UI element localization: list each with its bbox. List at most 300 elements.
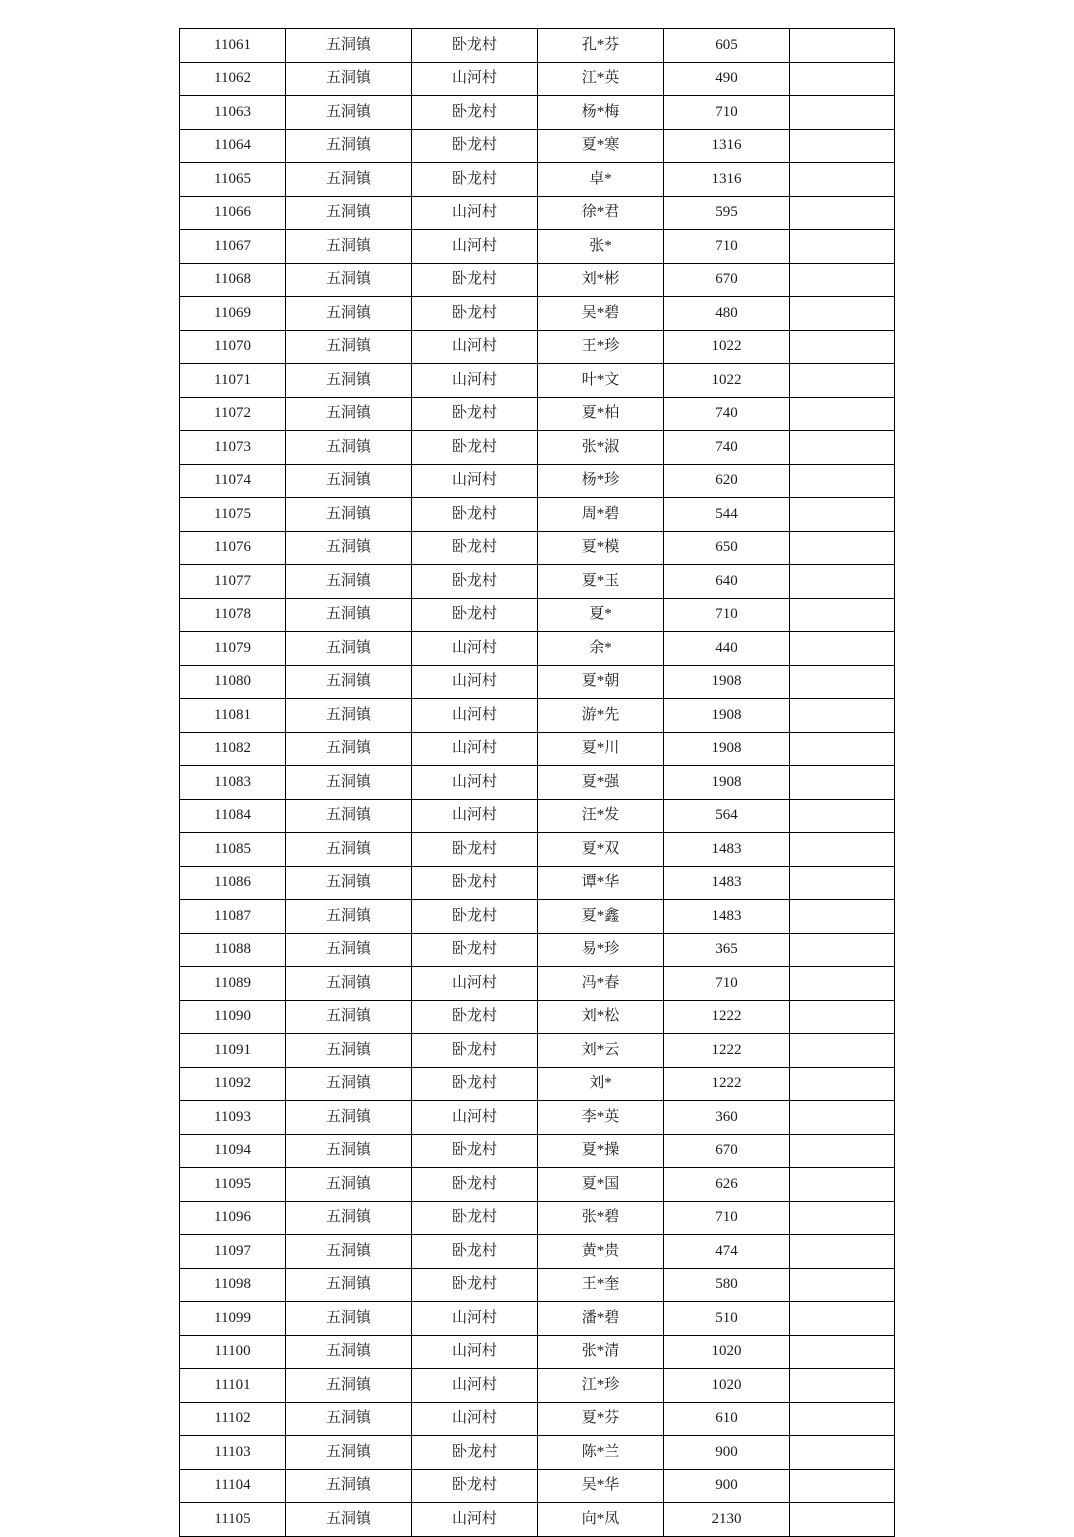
cell-remark: [790, 1134, 895, 1168]
cell-amount: 1022: [664, 330, 790, 364]
cell-serial-number: 11061: [180, 29, 286, 63]
cell-village: 卧龙村: [412, 598, 538, 632]
cell-village: 卧龙村: [412, 1000, 538, 1034]
table-row: [180, 766, 895, 800]
cell-serial-number: 11066: [180, 196, 286, 230]
cell-remark: [790, 866, 895, 900]
cell-serial-number: 11100: [180, 1335, 286, 1369]
cell-remark: [790, 632, 895, 666]
cell-amount: 710: [664, 598, 790, 632]
table-row: [180, 1469, 895, 1503]
cell-village: 山河村: [412, 1503, 538, 1537]
cell-serial-number: 11079: [180, 632, 286, 666]
cell-village: 卧龙村: [412, 397, 538, 431]
cell-remark: [790, 62, 895, 96]
cell-person-name: 叶*文: [538, 364, 664, 398]
cell-person-name: 张*淑: [538, 431, 664, 465]
cell-amount: 564: [664, 799, 790, 833]
cell-remark: [790, 1034, 895, 1068]
cell-town: 五洞镇: [286, 297, 412, 331]
table-row: [180, 900, 895, 934]
cell-person-name: 张*碧: [538, 1201, 664, 1235]
cell-remark: [790, 598, 895, 632]
cell-person-name: 夏*操: [538, 1134, 664, 1168]
table-row: [180, 1369, 895, 1403]
cell-remark: [790, 1201, 895, 1235]
cell-remark: [790, 699, 895, 733]
cell-town: 五洞镇: [286, 565, 412, 599]
cell-amount: 670: [664, 1134, 790, 1168]
cell-town: 五洞镇: [286, 62, 412, 96]
cell-amount: 670: [664, 263, 790, 297]
cell-amount: 710: [664, 96, 790, 130]
cell-amount: 1483: [664, 833, 790, 867]
cell-village: 山河村: [412, 464, 538, 498]
cell-serial-number: 11089: [180, 967, 286, 1001]
table-row: [180, 1000, 895, 1034]
cell-amount: 1908: [664, 665, 790, 699]
cell-serial-number: 11090: [180, 1000, 286, 1034]
cell-person-name: 吴*碧: [538, 297, 664, 331]
cell-serial-number: 11074: [180, 464, 286, 498]
cell-amount: 480: [664, 297, 790, 331]
cell-person-name: 夏*模: [538, 531, 664, 565]
cell-remark: [790, 464, 895, 498]
table-row: [180, 498, 895, 532]
cell-town: 五洞镇: [286, 196, 412, 230]
cell-town: 五洞镇: [286, 1000, 412, 1034]
cell-village: 卧龙村: [412, 866, 538, 900]
cell-amount: 1022: [664, 364, 790, 398]
cell-remark: [790, 129, 895, 163]
cell-town: 五洞镇: [286, 1302, 412, 1336]
cell-town: 五洞镇: [286, 1034, 412, 1068]
cell-town: 五洞镇: [286, 1503, 412, 1537]
cell-person-name: 汪*发: [538, 799, 664, 833]
cell-amount: 1020: [664, 1369, 790, 1403]
cell-amount: 610: [664, 1402, 790, 1436]
cell-remark: [790, 1101, 895, 1135]
cell-person-name: 夏*国: [538, 1168, 664, 1202]
cell-town: 五洞镇: [286, 1369, 412, 1403]
cell-person-name: 刘*松: [538, 1000, 664, 1034]
cell-remark: [790, 230, 895, 264]
cell-village: 卧龙村: [412, 1034, 538, 1068]
cell-person-name: 江*英: [538, 62, 664, 96]
cell-person-name: 刘*彬: [538, 263, 664, 297]
cell-village: 卧龙村: [412, 833, 538, 867]
cell-serial-number: 11088: [180, 933, 286, 967]
cell-amount: 1222: [664, 1000, 790, 1034]
table-row: [180, 397, 895, 431]
table-row: [180, 531, 895, 565]
table-row: [180, 1335, 895, 1369]
cell-remark: [790, 531, 895, 565]
cell-town: 五洞镇: [286, 1235, 412, 1269]
cell-remark: [790, 1335, 895, 1369]
cell-village: 卧龙村: [412, 1067, 538, 1101]
cell-town: 五洞镇: [286, 29, 412, 63]
cell-serial-number: 11092: [180, 1067, 286, 1101]
cell-remark: [790, 163, 895, 197]
cell-serial-number: 11068: [180, 263, 286, 297]
cell-serial-number: 11103: [180, 1436, 286, 1470]
cell-village: 卧龙村: [412, 96, 538, 130]
cell-remark: [790, 833, 895, 867]
cell-remark: [790, 297, 895, 331]
cell-person-name: 向*凤: [538, 1503, 664, 1537]
cell-amount: 626: [664, 1168, 790, 1202]
cell-remark: [790, 498, 895, 532]
cell-person-name: 卓*: [538, 163, 664, 197]
table-row: [180, 632, 895, 666]
cell-town: 五洞镇: [286, 933, 412, 967]
cell-serial-number: 11104: [180, 1469, 286, 1503]
cell-amount: 710: [664, 967, 790, 1001]
table-row: [180, 1201, 895, 1235]
cell-amount: 440: [664, 632, 790, 666]
cell-amount: 2130: [664, 1503, 790, 1537]
cell-village: 卧龙村: [412, 565, 538, 599]
cell-village: 山河村: [412, 632, 538, 666]
cell-village: 卧龙村: [412, 1201, 538, 1235]
cell-serial-number: 11099: [180, 1302, 286, 1336]
table-row: [180, 1168, 895, 1202]
cell-village: 卧龙村: [412, 1268, 538, 1302]
cell-town: 五洞镇: [286, 665, 412, 699]
cell-person-name: 李*英: [538, 1101, 664, 1135]
cell-person-name: 张*: [538, 230, 664, 264]
table-row: [180, 565, 895, 599]
cell-amount: 710: [664, 230, 790, 264]
cell-town: 五洞镇: [286, 531, 412, 565]
table-row: [180, 163, 895, 197]
cell-person-name: 孔*芬: [538, 29, 664, 63]
cell-person-name: 夏*川: [538, 732, 664, 766]
cell-village: 卧龙村: [412, 431, 538, 465]
data-table: [179, 28, 895, 1537]
cell-serial-number: 11083: [180, 766, 286, 800]
cell-town: 五洞镇: [286, 1436, 412, 1470]
cell-town: 五洞镇: [286, 1101, 412, 1135]
cell-person-name: 陈*兰: [538, 1436, 664, 1470]
table-row: [180, 967, 895, 1001]
cell-village: 山河村: [412, 1369, 538, 1403]
cell-amount: 510: [664, 1302, 790, 1336]
cell-serial-number: 11076: [180, 531, 286, 565]
cell-remark: [790, 196, 895, 230]
table-row: [180, 1134, 895, 1168]
cell-serial-number: 11085: [180, 833, 286, 867]
cell-serial-number: 11094: [180, 1134, 286, 1168]
cell-serial-number: 11096: [180, 1201, 286, 1235]
cell-village: 山河村: [412, 967, 538, 1001]
cell-amount: 1222: [664, 1067, 790, 1101]
cell-person-name: 杨*珍: [538, 464, 664, 498]
cell-village: 卧龙村: [412, 1235, 538, 1269]
cell-village: 山河村: [412, 230, 538, 264]
cell-remark: [790, 364, 895, 398]
cell-remark: [790, 1000, 895, 1034]
cell-remark: [790, 29, 895, 63]
cell-amount: 1222: [664, 1034, 790, 1068]
table-row: [180, 732, 895, 766]
cell-remark: [790, 565, 895, 599]
cell-remark: [790, 263, 895, 297]
cell-village: 山河村: [412, 1335, 538, 1369]
cell-town: 五洞镇: [286, 732, 412, 766]
cell-person-name: 吴*华: [538, 1469, 664, 1503]
cell-serial-number: 11063: [180, 96, 286, 130]
cell-village: 卧龙村: [412, 531, 538, 565]
cell-person-name: 夏*玉: [538, 565, 664, 599]
table-row: [180, 1503, 895, 1537]
table-row: [180, 1402, 895, 1436]
cell-remark: [790, 1235, 895, 1269]
cell-town: 五洞镇: [286, 699, 412, 733]
cell-person-name: 王*奎: [538, 1268, 664, 1302]
table-row: [180, 431, 895, 465]
cell-person-name: 余*: [538, 632, 664, 666]
table-row: [180, 1101, 895, 1135]
cell-village: 卧龙村: [412, 297, 538, 331]
cell-town: 五洞镇: [286, 230, 412, 264]
cell-serial-number: 11080: [180, 665, 286, 699]
table-row: [180, 129, 895, 163]
table-row: [180, 799, 895, 833]
cell-village: 卧龙村: [412, 498, 538, 532]
cell-amount: 474: [664, 1235, 790, 1269]
cell-amount: 365: [664, 933, 790, 967]
cell-serial-number: 11062: [180, 62, 286, 96]
cell-remark: [790, 96, 895, 130]
cell-town: 五洞镇: [286, 431, 412, 465]
table-row: [180, 1268, 895, 1302]
cell-town: 五洞镇: [286, 766, 412, 800]
cell-village: 卧龙村: [412, 1134, 538, 1168]
cell-village: 山河村: [412, 732, 538, 766]
table-row: [180, 933, 895, 967]
cell-remark: [790, 397, 895, 431]
cell-serial-number: 11087: [180, 900, 286, 934]
cell-village: 山河村: [412, 196, 538, 230]
cell-person-name: 刘*: [538, 1067, 664, 1101]
cell-village: 卧龙村: [412, 163, 538, 197]
cell-amount: 1908: [664, 699, 790, 733]
cell-town: 五洞镇: [286, 464, 412, 498]
cell-village: 山河村: [412, 799, 538, 833]
cell-person-name: 夏*柏: [538, 397, 664, 431]
cell-person-name: 游*先: [538, 699, 664, 733]
cell-serial-number: 11065: [180, 163, 286, 197]
cell-person-name: 夏*强: [538, 766, 664, 800]
cell-village: 山河村: [412, 699, 538, 733]
cell-amount: 1020: [664, 1335, 790, 1369]
cell-town: 五洞镇: [286, 364, 412, 398]
cell-amount: 544: [664, 498, 790, 532]
cell-serial-number: 11105: [180, 1503, 286, 1537]
cell-person-name: 夏*朝: [538, 665, 664, 699]
cell-person-name: 夏*鑫: [538, 900, 664, 934]
cell-remark: [790, 1067, 895, 1101]
table-row: [180, 29, 895, 63]
cell-town: 五洞镇: [286, 1168, 412, 1202]
cell-town: 五洞镇: [286, 632, 412, 666]
cell-amount: 1316: [664, 129, 790, 163]
cell-remark: [790, 665, 895, 699]
cell-remark: [790, 732, 895, 766]
cell-amount: 640: [664, 565, 790, 599]
cell-amount: 710: [664, 1201, 790, 1235]
cell-person-name: 夏*芬: [538, 1402, 664, 1436]
cell-amount: 650: [664, 531, 790, 565]
cell-town: 五洞镇: [286, 1335, 412, 1369]
cell-remark: [790, 1469, 895, 1503]
cell-village: 山河村: [412, 62, 538, 96]
cell-person-name: 杨*梅: [538, 96, 664, 130]
cell-town: 五洞镇: [286, 498, 412, 532]
cell-town: 五洞镇: [286, 1201, 412, 1235]
cell-town: 五洞镇: [286, 1067, 412, 1101]
table-row: [180, 263, 895, 297]
cell-village: 山河村: [412, 1402, 538, 1436]
cell-remark: [790, 766, 895, 800]
cell-serial-number: 11101: [180, 1369, 286, 1403]
table-row: [180, 464, 895, 498]
cell-serial-number: 11097: [180, 1235, 286, 1269]
table-row: [180, 833, 895, 867]
cell-remark: [790, 1268, 895, 1302]
table-row: [180, 665, 895, 699]
cell-serial-number: 11093: [180, 1101, 286, 1135]
cell-person-name: 夏*寒: [538, 129, 664, 163]
cell-remark: [790, 1402, 895, 1436]
table-row: [180, 364, 895, 398]
cell-town: 五洞镇: [286, 900, 412, 934]
cell-serial-number: 11095: [180, 1168, 286, 1202]
cell-town: 五洞镇: [286, 1134, 412, 1168]
cell-village: 卧龙村: [412, 933, 538, 967]
cell-village: 山河村: [412, 766, 538, 800]
cell-remark: [790, 1168, 895, 1202]
table-row: [180, 230, 895, 264]
cell-amount: 1483: [664, 866, 790, 900]
cell-person-name: 刘*云: [538, 1034, 664, 1068]
cell-village: 山河村: [412, 1302, 538, 1336]
table-row: [180, 1436, 895, 1470]
cell-village: 山河村: [412, 1101, 538, 1135]
cell-amount: 360: [664, 1101, 790, 1135]
cell-serial-number: 11069: [180, 297, 286, 331]
cell-village: 山河村: [412, 665, 538, 699]
cell-town: 五洞镇: [286, 598, 412, 632]
cell-serial-number: 11075: [180, 498, 286, 532]
cell-village: 卧龙村: [412, 1168, 538, 1202]
table-row: [180, 330, 895, 364]
cell-remark: [790, 431, 895, 465]
cell-person-name: 徐*君: [538, 196, 664, 230]
cell-town: 五洞镇: [286, 1268, 412, 1302]
cell-person-name: 黄*贵: [538, 1235, 664, 1269]
cell-town: 五洞镇: [286, 163, 412, 197]
table-row: [180, 1302, 895, 1336]
table-row: [180, 297, 895, 331]
cell-amount: 1316: [664, 163, 790, 197]
cell-amount: 605: [664, 29, 790, 63]
cell-serial-number: 11071: [180, 364, 286, 398]
cell-amount: 620: [664, 464, 790, 498]
table-row: [180, 196, 895, 230]
table-row: [180, 598, 895, 632]
cell-remark: [790, 1436, 895, 1470]
cell-village: 卧龙村: [412, 263, 538, 297]
cell-person-name: 江*珍: [538, 1369, 664, 1403]
cell-remark: [790, 330, 895, 364]
cell-serial-number: 11072: [180, 397, 286, 431]
cell-amount: 595: [664, 196, 790, 230]
table-row: [180, 1235, 895, 1269]
cell-person-name: 夏*: [538, 598, 664, 632]
cell-person-name: 谭*华: [538, 866, 664, 900]
table-row: [180, 62, 895, 96]
cell-amount: 1908: [664, 766, 790, 800]
cell-town: 五洞镇: [286, 1469, 412, 1503]
cell-village: 卧龙村: [412, 29, 538, 63]
cell-serial-number: 11086: [180, 866, 286, 900]
cell-town: 五洞镇: [286, 263, 412, 297]
cell-person-name: 夏*双: [538, 833, 664, 867]
cell-person-name: 周*碧: [538, 498, 664, 532]
cell-town: 五洞镇: [286, 330, 412, 364]
cell-amount: 1908: [664, 732, 790, 766]
cell-serial-number: 11084: [180, 799, 286, 833]
cell-remark: [790, 1503, 895, 1537]
cell-serial-number: 11077: [180, 565, 286, 599]
cell-remark: [790, 933, 895, 967]
cell-town: 五洞镇: [286, 866, 412, 900]
cell-serial-number: 11091: [180, 1034, 286, 1068]
cell-person-name: 易*珍: [538, 933, 664, 967]
cell-amount: 740: [664, 397, 790, 431]
cell-serial-number: 11081: [180, 699, 286, 733]
table-row: [180, 1034, 895, 1068]
cell-village: 山河村: [412, 364, 538, 398]
cell-remark: [790, 1369, 895, 1403]
cell-serial-number: 11073: [180, 431, 286, 465]
cell-person-name: 张*清: [538, 1335, 664, 1369]
cell-town: 五洞镇: [286, 96, 412, 130]
cell-town: 五洞镇: [286, 1402, 412, 1436]
cell-remark: [790, 900, 895, 934]
cell-amount: 740: [664, 431, 790, 465]
cell-remark: [790, 1302, 895, 1336]
cell-town: 五洞镇: [286, 967, 412, 1001]
cell-serial-number: 11082: [180, 732, 286, 766]
cell-amount: 900: [664, 1469, 790, 1503]
cell-village: 山河村: [412, 330, 538, 364]
cell-serial-number: 11078: [180, 598, 286, 632]
cell-serial-number: 11064: [180, 129, 286, 163]
cell-town: 五洞镇: [286, 833, 412, 867]
cell-town: 五洞镇: [286, 129, 412, 163]
cell-amount: 1483: [664, 900, 790, 934]
cell-serial-number: 11070: [180, 330, 286, 364]
cell-serial-number: 11067: [180, 230, 286, 264]
cell-village: 卧龙村: [412, 900, 538, 934]
cell-village: 卧龙村: [412, 1436, 538, 1470]
cell-amount: 580: [664, 1268, 790, 1302]
cell-person-name: 潘*碧: [538, 1302, 664, 1336]
